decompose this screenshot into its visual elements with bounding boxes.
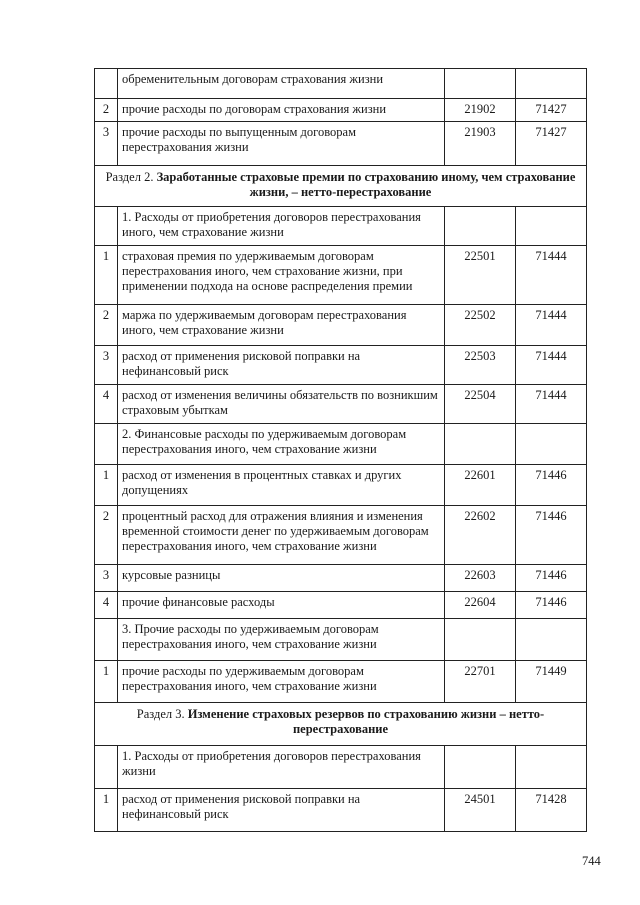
- row-number: 1: [95, 246, 118, 305]
- table-row: [95, 246, 587, 305]
- row-description: расход от изменения в процентных ставках и других допущениях: [118, 465, 445, 506]
- row-description: обременительным договорам страхования жизни: [118, 69, 445, 99]
- row-number: 4: [95, 592, 118, 619]
- row-description: маржа по удерживаемым договорам перестрахования иного, чем страхование жизни: [118, 305, 445, 346]
- row-description: прочие расходы по договорам страхования жизни: [118, 99, 445, 122]
- account-code: 22701: [445, 661, 516, 703]
- account-code: [445, 746, 516, 789]
- section-header-row: [95, 703, 587, 746]
- symbol-code: [516, 207, 587, 246]
- symbol-code: 71446: [516, 506, 587, 565]
- account-code: [445, 207, 516, 246]
- section-title: [95, 703, 587, 746]
- table-row: [95, 565, 587, 592]
- table-row: [95, 789, 587, 832]
- row-number: 3: [95, 346, 118, 385]
- table-row: [95, 99, 587, 122]
- symbol-code: 71449: [516, 661, 587, 703]
- account-code: 22501: [445, 246, 516, 305]
- row-number: [95, 69, 118, 99]
- account-code: 22603: [445, 565, 516, 592]
- row-number: [95, 424, 118, 465]
- account-code: 22602: [445, 506, 516, 565]
- row-number: [95, 746, 118, 789]
- symbol-code: 71444: [516, 346, 587, 385]
- row-number: 3: [95, 565, 118, 592]
- row-number: 2: [95, 506, 118, 565]
- section-prefix: Раздел 2.: [105, 170, 157, 184]
- account-code: [445, 619, 516, 661]
- row-number: 4: [95, 385, 118, 424]
- table-row: [95, 619, 587, 661]
- account-code: [445, 69, 516, 99]
- row-description: расход от применения рисковой поправки на нефинансовый риск: [118, 789, 445, 832]
- section-title-bold: Изменение страховых резервов по страхованию жизни – нетто-перестрахование: [187, 707, 545, 736]
- table-row: [95, 305, 587, 346]
- symbol-code: 71444: [516, 246, 587, 305]
- table-row: [95, 385, 587, 424]
- account-code: 22601: [445, 465, 516, 506]
- accounts-table: [94, 68, 587, 832]
- row-number: 1: [95, 661, 118, 703]
- row-description: 1. Расходы от приобретения договоров перестрахования иного, чем страхование жизни: [118, 207, 445, 246]
- row-description: курсовые разницы: [118, 565, 445, 592]
- account-code: [445, 424, 516, 465]
- account-code: 22503: [445, 346, 516, 385]
- table-row: [95, 746, 587, 789]
- section-title-bold: Заработанные страховые премии по страхованию иному, чем страхование жизни, – нетто-перестрахование: [156, 170, 576, 199]
- symbol-code: [516, 619, 587, 661]
- row-description: расход от изменения величины обязательств по возникшим страховым убыткам: [118, 385, 445, 424]
- table-row: [95, 69, 587, 99]
- row-description: расход от применения рисковой поправки на нефинансовый риск: [118, 346, 445, 385]
- account-code: 21903: [445, 122, 516, 166]
- table-row: [95, 592, 587, 619]
- symbol-code: 71444: [516, 305, 587, 346]
- symbol-code: [516, 69, 587, 99]
- account-code: 22504: [445, 385, 516, 424]
- table-row: [95, 506, 587, 565]
- row-description: процентный расход для отражения влияния и изменения временной стоимости денег по удерживаемым договорам перестрахования иного, чем страхование жизни: [118, 506, 445, 565]
- row-description: 2. Финансовые расходы по удерживаемым договорам перестрахования иного, чем страхование жизни: [118, 424, 445, 465]
- table-row: [95, 122, 587, 166]
- symbol-code: [516, 424, 587, 465]
- symbol-code: [516, 746, 587, 789]
- symbol-code: 71428: [516, 789, 587, 832]
- row-description: 1. Расходы от приобретения договоров перестрахования жизни: [118, 746, 445, 789]
- table-row: [95, 465, 587, 506]
- row-number: 2: [95, 99, 118, 122]
- row-description: прочие финансовые расходы: [118, 592, 445, 619]
- row-number: [95, 619, 118, 661]
- row-number: 1: [95, 465, 118, 506]
- section-prefix: Раздел 3.: [136, 707, 188, 721]
- row-number: [95, 207, 118, 246]
- symbol-code: 71446: [516, 565, 587, 592]
- row-number: 1: [95, 789, 118, 832]
- table-body: [95, 69, 587, 832]
- table-row: [95, 207, 587, 246]
- symbol-code: 71427: [516, 99, 587, 122]
- row-number: 2: [95, 305, 118, 346]
- table-row: [95, 661, 587, 703]
- row-description: прочие расходы по удерживаемым договорам перестрахования иного, чем страхование жизни: [118, 661, 445, 703]
- section-title: [95, 166, 587, 207]
- page-number: 744: [582, 854, 601, 868]
- row-description: прочие расходы по выпущенным договорам перестрахования жизни: [118, 122, 445, 166]
- account-code: 22502: [445, 305, 516, 346]
- symbol-code: 71446: [516, 592, 587, 619]
- document-table-container: [94, 68, 587, 832]
- symbol-code: 71427: [516, 122, 587, 166]
- row-number: 3: [95, 122, 118, 166]
- row-description: страховая премия по удерживаемым договорам перестрахования иного, чем страхование жизни, при применении подхода на основе распределения премии: [118, 246, 445, 305]
- row-description: 3. Прочие расходы по удерживаемым договорам перестрахования иного, чем страхование жизни: [118, 619, 445, 661]
- account-code: 21902: [445, 99, 516, 122]
- symbol-code: 71444: [516, 385, 587, 424]
- section-header-row: [95, 166, 587, 207]
- table-row: [95, 424, 587, 465]
- symbol-code: 71446: [516, 465, 587, 506]
- account-code: 24501: [445, 789, 516, 832]
- table-row: [95, 346, 587, 385]
- account-code: 22604: [445, 592, 516, 619]
